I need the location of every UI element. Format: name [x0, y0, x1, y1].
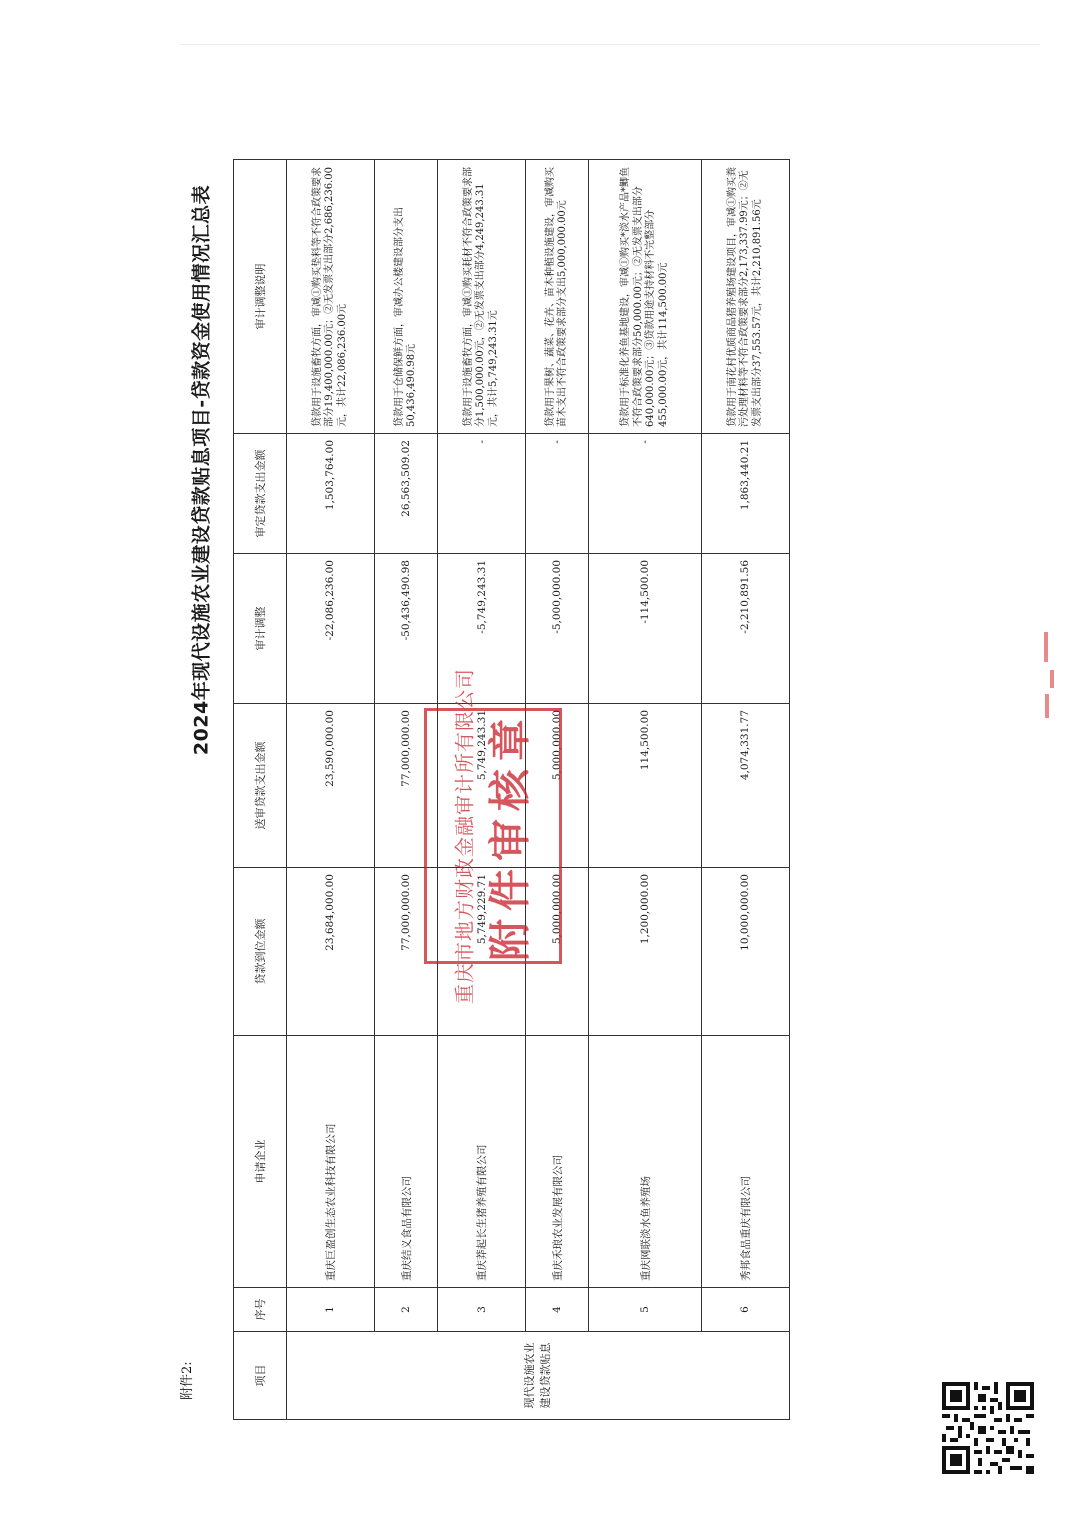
stamp-text: [449, 668, 538, 1004]
row-approved: 1,863,440.21: [701, 434, 789, 554]
stamp-company: 重庆市地方财政金融审计所有限公司: [452, 668, 477, 1004]
project-name-cell: 现代设施农业建设贷款贴息: [287, 1332, 790, 1420]
row-submitted: 23,590,000.00: [287, 704, 375, 868]
header-seq: 序号: [234, 1288, 287, 1332]
row-seq: 3: [438, 1288, 526, 1332]
row-note: 贷款用于设施畜牧方面，审减①购买垫料等不符合政策要求部分19,400,000.00元；②无发票支出部分2,686,236.00元，共计22,086,236.00元: [287, 160, 375, 434]
header-row: [234, 160, 287, 1420]
header-project: 项目: [234, 1332, 287, 1420]
header-submitted: 送审贷款支出金额: [234, 704, 287, 868]
row-note: 贷款用于南花村优质商品猪养殖场建设项目，审减①购买粪污处理材料等不符合政策要求部分2,173,337.99元；②无发票支出部分37,553.57元，共计2,210,891.56元: [701, 160, 789, 434]
table-row: [287, 160, 375, 1420]
header-adjustment: 审计调整: [234, 554, 287, 704]
row-submitted: 5,000,000.00: [526, 704, 589, 868]
row-adjustment: -22,086,236.00: [287, 554, 375, 704]
annex-label: 附件2:: [180, 1361, 195, 1400]
row-loan-received: 77,000,000.00: [374, 868, 437, 1036]
red-seam-mark: [1040, 630, 1058, 720]
row-enterprise: 重庆结义食品有限公司: [374, 1036, 437, 1288]
row-enterprise: 重庆巨盈创生态农业科技有限公司: [287, 1036, 375, 1288]
header-loan-received: 贷款到位金额: [234, 868, 287, 1036]
row-seq: 1: [287, 1288, 375, 1332]
row-submitted: 4,074,331.77: [701, 704, 789, 868]
row-note: 贷款用于果树、蔬菜、花卉、苗木种植设施建设，审减购买苗木支出不符合政策要求部分支出5,000,000.00元: [526, 160, 589, 434]
row-enterprise: 重庆禾琅农业发展有限公司: [526, 1036, 589, 1288]
row-loan-received: 1,200,000.00: [589, 868, 702, 1036]
audit-stamp: [424, 668, 562, 1004]
row-loan-received: 23,684,000.00: [287, 868, 375, 1036]
row-submitted: 114,500.00: [589, 704, 702, 868]
row-submitted: 5,749,243.31: [438, 704, 526, 868]
row-note: 贷款用于设施畜牧方面，审减①购买耗材不符合政策要求部分1,500,000.00元，②无发票支出部分4,249,243.31元，共计5,749,243.31元: [438, 160, 526, 434]
row-enterprise: 重庆网联淡水鱼养殖场: [589, 1036, 702, 1288]
row-loan-received: 10,000,000.00: [701, 868, 789, 1036]
row-approved: -: [438, 434, 526, 554]
row-enterprise: 重庆莽起长生猪养殖有限公司: [438, 1036, 526, 1288]
row-approved: -: [526, 434, 589, 554]
row-adjustment: -114,500.00: [589, 554, 702, 704]
table-row: [589, 160, 702, 1420]
stamp-label: 附件审核章: [485, 711, 535, 962]
row-note: 贷款用于标准化养鱼基地建设，审减①购买*淡水产品*鲫鱼不符合政策要求部分50,000.00元；②无发票支出部分640,000.00元；③贷款用途支持材料不完整部分455,000.00元，共计114,500.00元: [589, 160, 702, 434]
row-loan-received: 5,749,229.71: [438, 868, 526, 1036]
row-seq: 2: [374, 1288, 437, 1332]
row-submitted: 77,000,000.00: [374, 704, 437, 868]
row-adjustment: -5,749,243.31: [438, 554, 526, 704]
header-approved: 审定贷款支出金额: [234, 434, 287, 554]
row-adjustment: -2,210,891.56: [701, 554, 789, 704]
row-note: 贷款用于仓储保鲜方面，审减办公楼建设部分支出50,436,490.98元: [374, 160, 437, 434]
document-title: 2024年现代设施农业建设贷款贴息项目-贷款资金使用情况汇总表: [190, 184, 213, 756]
header-note: 审计调整说明: [234, 160, 287, 434]
scan-edge-line: [180, 44, 1040, 45]
row-loan-received: 5,000,000.00: [526, 868, 589, 1036]
row-approved: -: [589, 434, 702, 554]
row-approved: 1,503,764.00: [287, 434, 375, 554]
table-row: [701, 160, 789, 1420]
row-seq: 5: [589, 1288, 702, 1332]
row-seq: 6: [701, 1288, 789, 1332]
row-adjustment: -50,436,490.98: [374, 554, 437, 704]
row-adjustment: -5,000,000.00: [526, 554, 589, 704]
row-enterprise: 秀邦食品重庆有限公司: [701, 1036, 789, 1288]
qr-code-icon: [942, 1382, 1034, 1474]
row-seq: 4: [526, 1288, 589, 1332]
header-enterprise: 申请企业: [234, 1036, 287, 1288]
row-approved: 26,563,509.02: [374, 434, 437, 554]
